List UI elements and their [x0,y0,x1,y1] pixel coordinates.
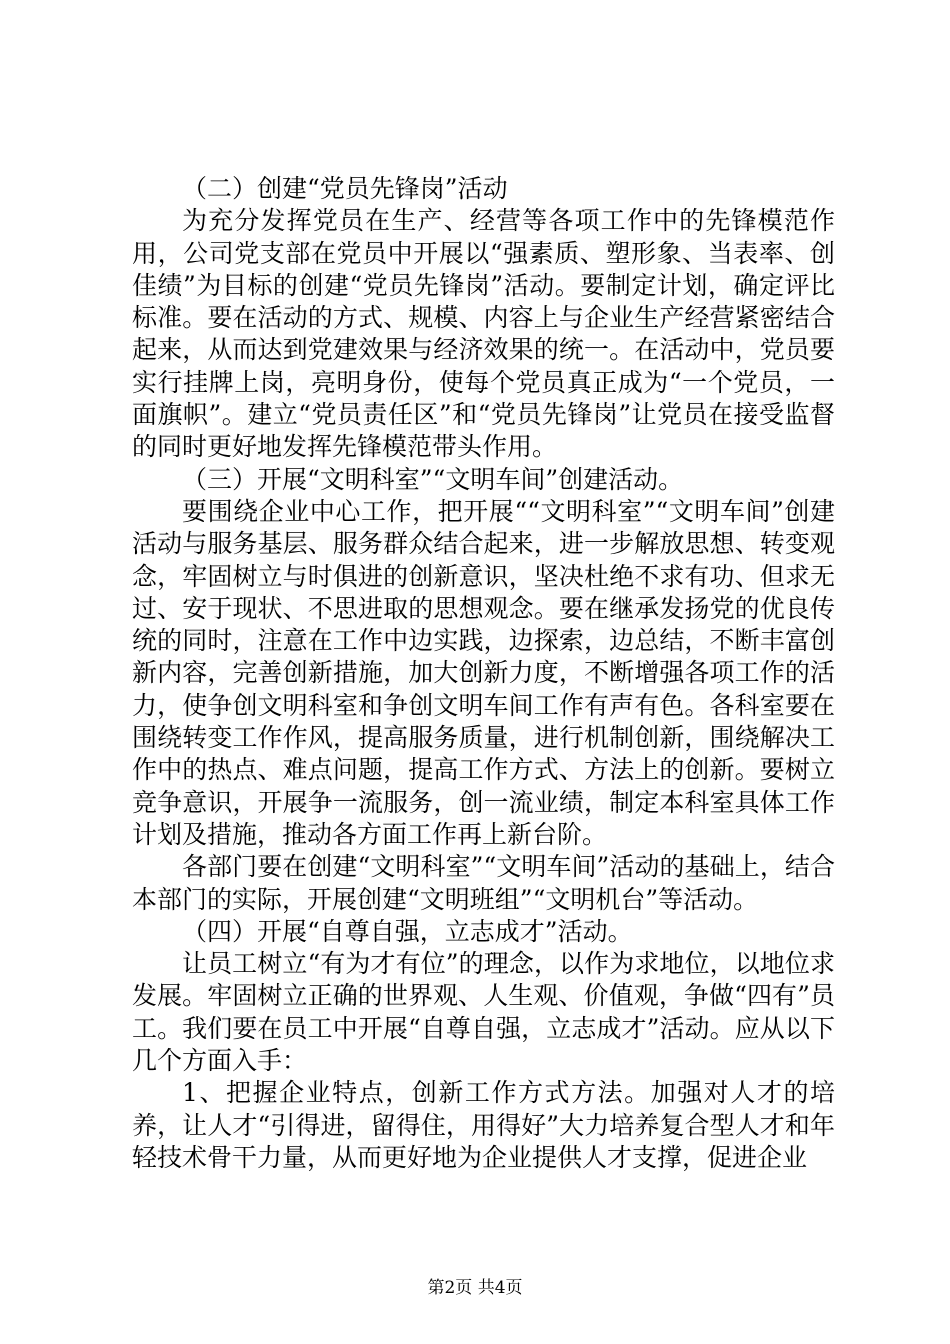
section-heading-4: （四）开展“自尊自强，立志成才”活动。 [182,916,633,946]
section-heading-2: （二）创建“党员先锋岗”活动 [182,174,508,203]
body-paragraph: 让员工树立“有为才有位”的理念，以作为求地位，以地位求发展。牢固树立正确的世界观、人生观、价值观，争做“四有”员工。我们要在员工中开展“自尊自强，立志成才”活动。应从以下几个方面入手： [132,949,835,1076]
body-paragraph: 要围绕企业中心工作，把开展““文明科室”“文明车间”创建活动与服务基层、服务群众结合起来，进一步解放思想、转变观念，牢固树立与时俱进的创新意识，坚决杜绝不求有功、但求无过、安于现状、不思进取的思想观念。要在继承发扬党的优良传统的同时，注意在工作中边实践，边探索，边总结，不断丰富创新内容，完善创新措施，加大创新力度，不断增强各项工作的活力，使争创文明科室和争创文明车间工作有声有色。各科室要在围绕转变工作作风，提高服务质量，进行机制创新，围绕解决工作中的热点、难点问题，提高工作方式、方法上的创新。要树立竞争意识，开展争一流服务，创一流业绩，制定本科室具体工作计划及措施，推动各方面工作再上新台阶。 [132,496,835,849]
body-paragraph: 为充分发挥党员在生产、经营等各项工作中的先锋模范作用，公司党支部在党员中开展以“强素质、塑形象、当表率、创佳绩”为目标的创建“党员先锋岗”活动。要制定计划，确定评比标准。要在活动的方式、规模、内容上与企业生产经营紧密结合起来，从而达到党建效果与经济效果的统一。在活动中，党员要实行挂牌上岗，亮明身份，使每个党员真正成为“一个党员，一面旗帜”。建立“党员责任区”和“党员先锋岗”让党员在接受监督的同时更好地发挥先锋模范带头作用。 [132,206,835,462]
document-body [132,173,835,1174]
page-footer: 第2页 共4页 [427,1278,523,1298]
section-heading-3: （三）开展“文明科室”“文明车间”创建活动。 [182,464,684,494]
body-paragraph: 各部门要在创建“文明科室”“文明车间”活动的基础上，结合本部门的实际，开展创建“文明班组”“文明机台”等活动。 [132,852,835,914]
body-paragraph: 1、把握企业特点，创新工作方式方法。加强对人才的培养，让人才“引得进，留得住，用得好”大力培养复合型人才和年轻技术骨干力量，从而更好地为企业提供人才支撑，促进企业 [132,1078,835,1172]
